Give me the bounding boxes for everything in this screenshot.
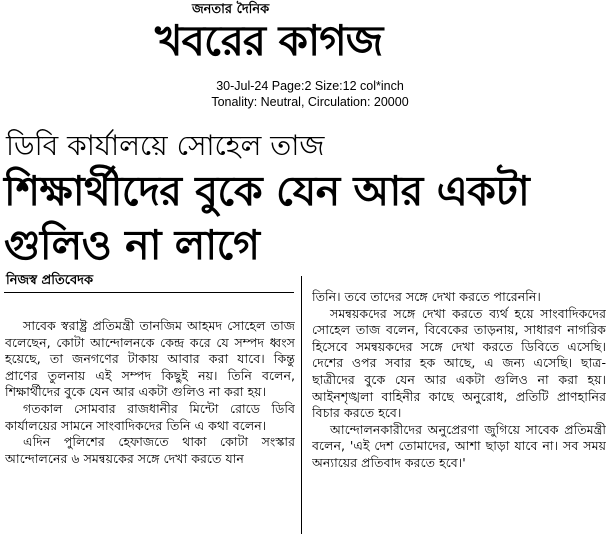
byline-divider — [4, 292, 294, 293]
paragraph: এদিন পুলিশের হেফাজতে থাকা কোটা সংস্কার আন্দোলনের ৬ সমন্বয়কের সঙ্গে দেখা করতে যান — [5, 434, 295, 466]
masthead-name: খবরের কাগজ — [155, 16, 383, 65]
clipping-meta-tonality-circulation: Tonality: Neutral, Circulation: 20000 — [211, 95, 409, 109]
paragraph: সাবেক স্বরাষ্ট্র প্রতিমন্ত্রী তানজিম আহমদ সোহেল তাজ বলেছেন, কোটা আন্দোলনকে কেন্দ্র করে যে সম্পদ ধ্বংস হয়েছে, তা জনগণের টাকায় আবার করা যাবে। কিন্তু প্রাণের তুলনায় এই সম্পদ কিছুই নয়। তিনি বলেন, শিক্ষার্থীদের বুকে যেন আর একটা গুলিও না করা হয়। — [5, 318, 295, 400]
paragraph: আন্দোলনকারীদের অনুপ্রেরণা জুগিয়ে সাবেক প্রতিমন্ত্রী বলেন, 'এই দেশ তোমাদের, আশা ছাড়া যাবে না। সব সময় অন্যায়ের প্রতিবাদ করতে হবে।' — [312, 421, 606, 470]
paragraph: সমন্বয়কদের সঙ্গে দেখা করতে ব্যর্থ হয়ে সাংবাদিকদের সোহেল তাজ বলেন, বিবেকের তাড়নায়, সাধারণ নাগরিক হিসেবে সমন্বয়কদের সঙ্গে দেখা করতে ডিবিতে এসেছি। দেশের ওপর সবার হক আছে, এ জন্য এসেছি। ছাত্র-ছাত্রীদের বুকে যেন আর একটা গুলিও না করা হয়। আইনশৃঙ্খলা বাহিনীর কাছে অনুরোধ, প্রতিটি প্রাণহানির বিচার করতে হবে। — [312, 305, 606, 421]
paragraph: গতকাল সোমবার রাজধানীর মিন্টো রোডে ডিবি কার্যালয়ের সামনে সাংবাদিকদের তিনি এ কথা বলেন। — [5, 400, 295, 433]
article-byline: নিজস্ব প্রতিবেদক — [6, 273, 94, 288]
article-left-column — [5, 318, 295, 536]
article-right-column — [312, 289, 606, 536]
article-headline: শিক্ষার্থীদের বুকে যেন আর একটা গুলিও না লাগে — [4, 167, 530, 269]
column-rule — [301, 276, 302, 534]
masthead-tagline: জনতার দৈনিক — [192, 2, 270, 17]
paragraph: তিনি। তবে তাদের সঙ্গে দেখা করতে পারেননি। — [312, 289, 541, 304]
clipping-meta-date-page-size: 30-Jul-24 Page:2 Size:12 col*inch — [216, 79, 404, 93]
article-kicker: ডিবি কার্যালয়ে সোহেল তাজ — [6, 129, 325, 162]
